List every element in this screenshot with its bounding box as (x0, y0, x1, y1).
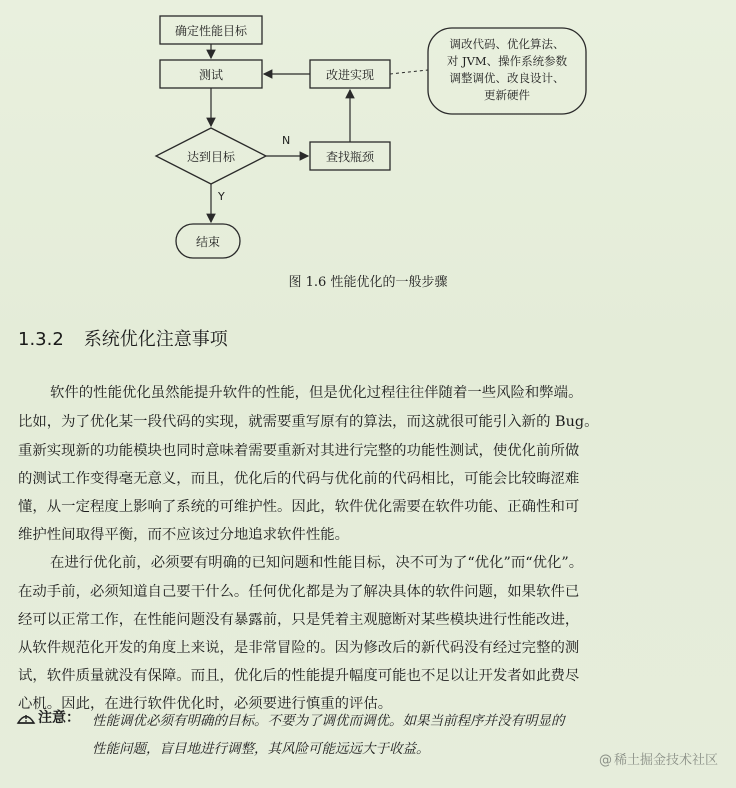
node-set-goal-label: 确定性能目标 (174, 24, 247, 38)
performance-flowchart (0, 0, 736, 290)
attention-label: 注意： (38, 710, 80, 726)
watermark (599, 749, 718, 768)
attention-text-line: 性能调优必须有明确的目标。不要为了调优而调优。如果当前程序并没有明显的 (92, 713, 565, 729)
text-line: 懂，从一定程度上影响了系统的可维护性。因此，软件优化需要在软件功能、正确性和可 (18, 499, 580, 515)
text-line: 试，软件质量就没有保障。而且，优化后的性能提升幅度可能也不足以让开发者如此费尽 (18, 668, 580, 684)
node-end-label: 结束 (195, 235, 220, 249)
edge-yes-label: Y (218, 190, 225, 203)
watermark-text: 稀土掘金技术社区 (613, 753, 718, 768)
node-improve-label: 改进实现 (325, 68, 374, 82)
node-test-label: 测试 (198, 68, 223, 82)
figure-caption: 图 1.6 性能优化的一般步骤 (288, 275, 448, 290)
text-line: 重新实现新的功能模块也同时意味着需要重新对其进行完整的功能性测试，使优化前所做 (18, 443, 580, 459)
note-line: 对 JVM、操作系统参数 (446, 54, 568, 68)
attention-text-line: 性能问题，盲目地进行调整，其风险可能远远大于收益。 (92, 741, 430, 757)
flowchart-graphics (0, 0, 736, 270)
section-title: 系统优化注意事项 (83, 329, 228, 350)
note-line: 调改代码、优化算法、 (449, 37, 565, 51)
text-line: 的测试工作变得毫无意义，而且，优化后的代码与优化前的代码相比，可能会比较晦涩难 (18, 471, 580, 487)
section-number: 1.3.2 (18, 329, 64, 350)
text-line: 维护性间取得平衡，而不应该过分地追求软件性能。 (18, 527, 349, 543)
note-line: 更新硬件 (484, 88, 530, 102)
note-text (432, 36, 582, 104)
text-line: 经可以正常工作，在性能问题没有暴露前，只是凭着主观臆断对某些模块进行性能改进， (18, 612, 580, 628)
node-reach-goal-label: 达到目标 (186, 150, 235, 164)
note-line: 调整调优、改良设计、 (449, 71, 565, 85)
text-line: 软件的性能优化虽然能提升软件的性能，但是优化过程往往伴随着一些风险和弊端。 (50, 385, 583, 401)
attention-icon (16, 708, 36, 726)
watermark-at-icon: @ (598, 753, 612, 768)
text-line: 心机。因此，在进行软件优化时，必须要进行慎重的评估。 (18, 696, 393, 712)
text-line: 在进行优化前，必须要有明确的已知问题和性能目标，决不可为了“优化”而“优化”。 (50, 555, 584, 571)
section-heading (18, 325, 228, 351)
text-line: 在动手前，必须知道自己要干什么。任何优化都是为了解决具体的软件问题，如果软件已 (18, 584, 580, 600)
node-find-bottleneck-label: 查找瓶颈 (325, 150, 374, 164)
edge-no-label: N (282, 134, 291, 147)
text-line: 从软件规范化开发的角度上来说，是非常冒险的。因为修改后的新代码没有经过完整的测 (18, 640, 580, 656)
text-line: 比如，为了优化某一段代码的实现，就需要重写原有的算法，而这就很可能引入新的 Bug。 (18, 414, 599, 430)
